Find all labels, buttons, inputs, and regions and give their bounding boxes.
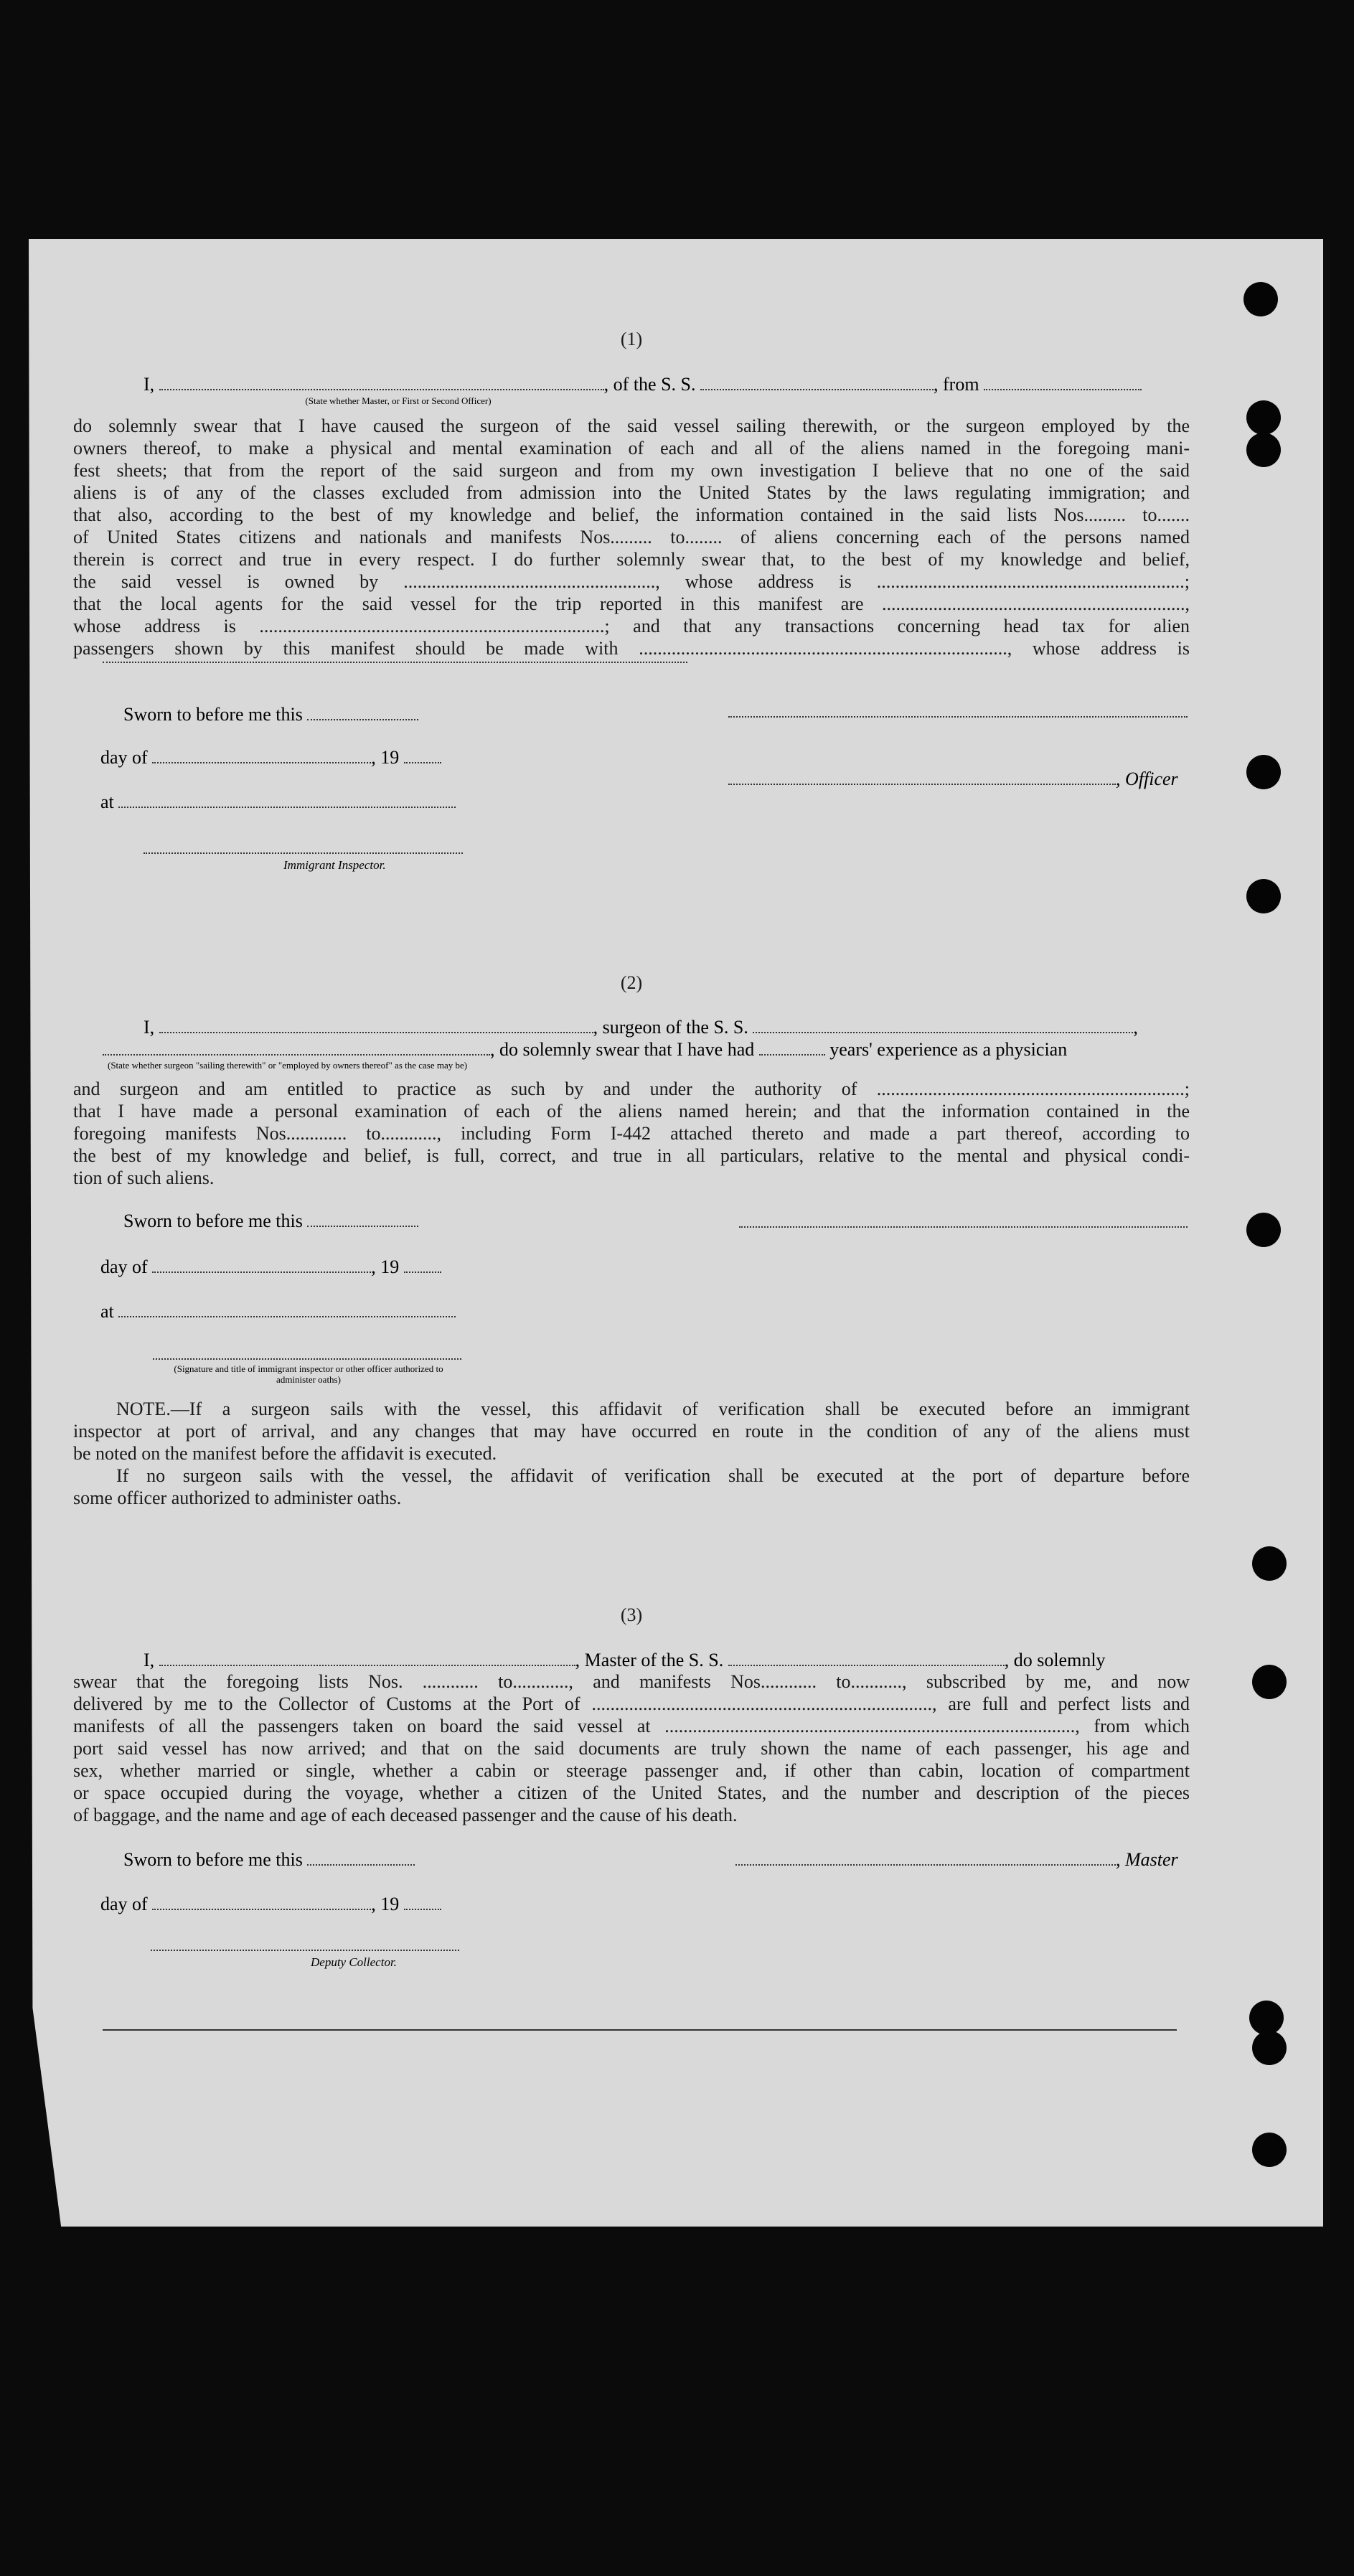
punch-hole	[1252, 2133, 1287, 2167]
section-2-second-line: , do solemnly swear that I have had years' experience as a physician	[103, 1038, 1067, 1061]
sworn-date-field[interactable]	[307, 703, 418, 720]
day-field[interactable]	[152, 1893, 371, 1910]
surgeon-name-field[interactable]	[159, 1016, 593, 1033]
at-place-field[interactable]	[118, 1300, 456, 1317]
note-paragraph: NOTE.—If a surgeon sails with the vessel, this affidavit of verification shall be executed before an immigrant inspector at port of arrival, and any changes that may have occurred en route in the condition of any of the aliens must be noted on the manifest before the affidavit is executed. If no surgeon sails with the vessel, the affidavit of verification shall be executed at the port of departure before some officer authorized to administer oaths.	[73, 1399, 1190, 1508]
years-experience-field[interactable]	[759, 1038, 825, 1056]
day-line: day of , 19	[100, 1256, 441, 1278]
officer-name-field[interactable]	[159, 373, 604, 390]
surgeon-vessel-field[interactable]	[753, 1016, 1133, 1033]
at-line: at	[100, 1300, 456, 1322]
officer-title-note: (State whether Master, or First or Second Officer)	[305, 395, 492, 406]
punch-hole	[1246, 1213, 1281, 1247]
day-field[interactable]	[152, 1256, 371, 1273]
bottom-rule	[103, 2029, 1177, 2031]
punch-hole	[1246, 755, 1281, 789]
section-1	[73, 329, 1190, 350]
punch-hole	[1252, 1546, 1287, 1581]
punch-hole	[1246, 400, 1281, 435]
surgeon-type-note: (State whether surgeon "sailing therewith" or "employed by owners thereof" as the case may be)	[108, 1060, 468, 1071]
section-1-body	[73, 415, 1190, 659]
vessel-name-field[interactable]	[700, 373, 934, 390]
year-field[interactable]	[404, 1256, 441, 1273]
section-2	[73, 972, 1190, 994]
punch-hole	[1246, 879, 1281, 913]
officer-signature-line-top[interactable]	[728, 716, 1188, 718]
punch-hole	[1243, 282, 1278, 316]
surgeon-signature-line[interactable]	[739, 1226, 1188, 1228]
inspector-signature-line[interactable]	[153, 1358, 461, 1360]
section-3-paragraph: swear that the foregoing lists Nos. ............ to............, and manifests Nos............ to..........., subscribed by me, and now delivered by me to the Collector of Customs at the Port of ........................................................................., are full and perfect lists and manifests of all the passengers taken on board the said vessel at ........................................................................................, from which port said vessel has now arrived; and that on the said documents are truly shown the name of each passenger, his age and sex, whether married or single, whether a cabin or steerage passenger and, if other than cabin, location of compartment or space occupied during the voyage, whether a citizen of the United States, and the number and description of the pieces of baggage, and the name and age of each deceased passenger and the cause of his death.	[73, 1671, 1190, 1825]
officer-signature-row: , Officer	[728, 768, 1178, 790]
inspector-signature-line[interactable]	[144, 852, 463, 854]
master-name-field[interactable]	[159, 1649, 575, 1666]
from-port-field[interactable]	[984, 373, 1142, 390]
year-field[interactable]	[404, 1893, 441, 1910]
day-line: day of , 19	[100, 1893, 441, 1915]
collector-signature-line[interactable]	[151, 1950, 459, 1951]
section-number: (3)	[620, 1604, 643, 1625]
sworn-line: Sworn to before me this	[123, 703, 418, 725]
master-vessel-field[interactable]	[728, 1649, 1005, 1666]
section-3-body	[73, 1670, 1190, 1826]
punch-hole	[1252, 1665, 1287, 1699]
section-2-note	[73, 1398, 1190, 1509]
day-field[interactable]	[152, 746, 371, 763]
section-2-body	[73, 1078, 1190, 1189]
section-3-first-line: I, , Master of the S. S. , do solemnly	[144, 1650, 1106, 1670]
punch-hole	[1252, 2031, 1287, 2065]
section-number: (1)	[620, 329, 643, 349]
signature-note: (Signature and title of immigrant inspector or other officer authorized to administer oaths)	[174, 1363, 443, 1385]
master-signature-row: , Master	[735, 1848, 1178, 1871]
day-line: day of , 19	[100, 746, 441, 768]
at-place-field[interactable]	[118, 791, 456, 808]
section-3	[73, 1604, 1190, 1626]
section-number: (2)	[620, 972, 643, 993]
section-2-first-line: I, , surgeon of the S. S. ,	[144, 1017, 1138, 1038]
at-line: at	[100, 791, 456, 813]
inspector-label: Immigrant Inspector.	[283, 858, 386, 872]
sworn-date-field[interactable]	[307, 1848, 415, 1866]
master-signature-field[interactable]	[735, 1848, 1116, 1866]
sworn-line: Sworn to before me this	[123, 1210, 418, 1232]
section-2-paragraph: and surgeon and am entitled to practice as such by and under the authority of ..................................................................; that I have made a personal examination of each of the aliens named herein; and that the information contained in the foregoing manifests Nos............. to............, including Form I-442 attached thereto and made a part thereof, according to the best of my knowledge and belief, is full, correct, and true in all particulars, relative to the mental and physical condi- tion of such aliens.	[73, 1078, 1190, 1188]
year-field[interactable]	[404, 746, 441, 763]
collector-label: Deputy Collector.	[311, 1955, 397, 1969]
address-continuation-line[interactable]	[103, 662, 687, 663]
punch-hole	[1249, 2001, 1284, 2035]
section-1-first-line: I, , of the S. S. , from	[144, 373, 1142, 395]
section-1-paragraph: do solemnly swear that I have caused the surgeon of the said vessel sailing therewith, or the surgeon employed by the owners thereof, to make a physical and mental examination of each and all of the aliens named in the foregoing mani- fest sheets; that from the report of the said surgeon and from my own investigation I believe that no one of the said aliens is of any of the classes excluded from admission into the United States by the laws regulating immigration; and that also, according to the best of my knowledge and belief, the information contained in the said lists Nos......... to....... of United States citizens and nationals and manifests Nos......... to........ of aliens concerning each of the persons named therein is correct and true in every respect. I do further solemnly swear that, to the best of my knowledge and belief, the said vessel is owned by ......................................................, whose address is ..................................................................; that the local agents for the said vessel for the trip reported in this manifest are ................................................................., whose address is ..........................................................................; and that any transactions concerning head tax for alien passengers shown by this manifest should be made with ..............................................................................., whose address is	[73, 415, 1190, 659]
surgeon-type-field[interactable]	[103, 1038, 490, 1056]
officer-signature-field[interactable]	[728, 768, 1116, 785]
sworn-line: Sworn to before me this	[123, 1848, 415, 1871]
punch-hole	[1246, 433, 1281, 467]
sworn-date-field[interactable]	[307, 1210, 418, 1227]
